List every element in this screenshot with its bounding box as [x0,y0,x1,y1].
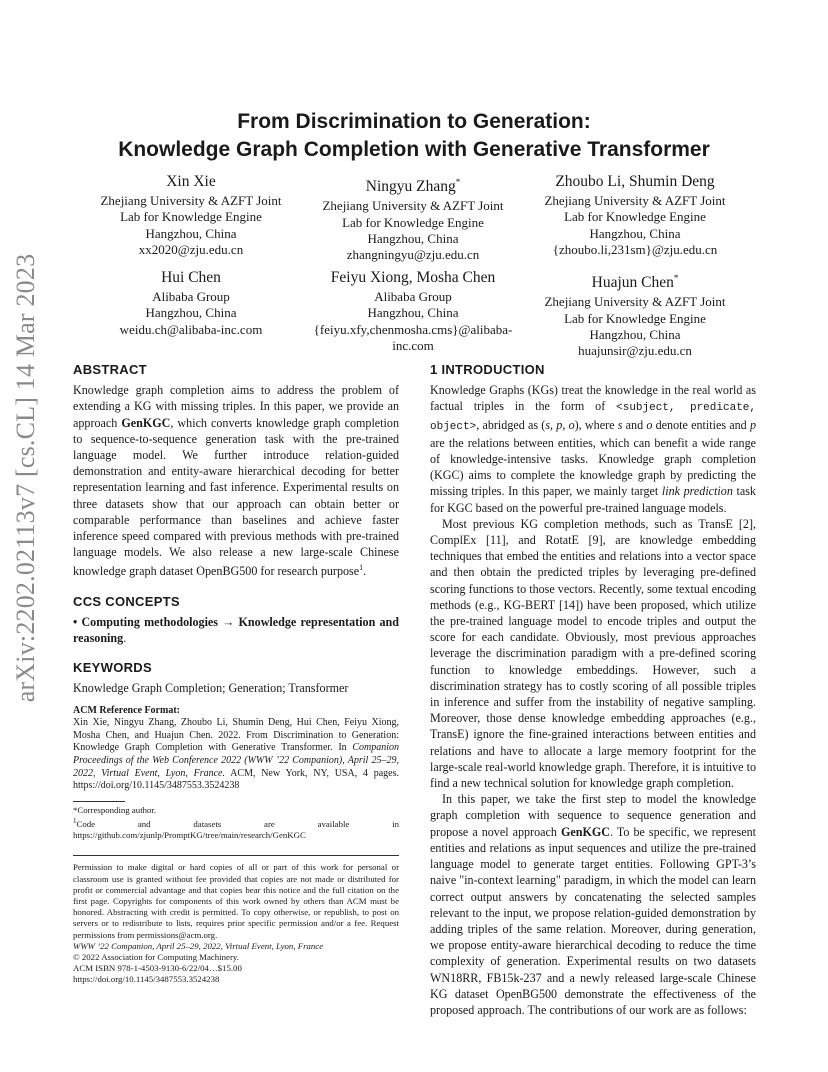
intro-paragraph-3: In this paper, we take the first step to model the knowledge graph completion with sequence to sequence generation and propose a novel approach GenKGC. To be specific, we represent entities and relations as input sequences and utilize the pre-trained language model to generate target entities. Following GPT-3’s naive "in-context learning" paradigm, in which the model can learn correct output answers by concatenating the selected samples relevant to the input, we propose relation-guided demonstration by adding triples of the same relation. Moreover, during generation, we propose entity-aware hierarchical decoding to reduce the time complexity of generation. Experimental results on two datasets WN18RR, FB15k-237 and a newly released large-scale Chinese KG dataset OpenBG500 demonstrate the effectiveness of the proposed approach. The contributions of our work are as follows: [430,792,756,1017]
author-block [298,172,528,264]
author-email: xx2020@zju.edu.cn [138,242,244,258]
author-block [76,172,306,259]
author-name: Xin Xie [166,173,216,190]
ccs-heading: CCS CONCEPTS [73,593,180,609]
acm-reference-text: Xin Xie, Ningyu Zhang, Zhoubo Li, Shumin Deng, Hui Chen, Feiyu Xiong, Mosha Chen, and Huajun Chen. 2022. From Discrimination to Generation: Knowledge Graph Completion with Generative Transformer. In Companion Proceedings of the Web Conference 2022 (WWW ’22 Companion), April 25–29, 2022, Virtual Event, Lyon, France. ACM, New York, NY, USA, 4 pages. https://doi.org/10.1145/3487553.3524238 [73,717,399,792]
corresponding-mark: * [455,177,461,187]
author-affiliation: Lab for Knowledge Engine [120,209,262,225]
footnotes [73,805,399,842]
author-name: Huajun Chen* [591,273,679,292]
author-affiliation: Alibaba Group [374,289,452,304]
abstract-text: Knowledge graph completion aims to address the problem of extending a KG with missing triples. In this paper, we provide an approach GenKGC, which converts knowledge graph completion to sequence-to-sequence generation task with the pre-trained language model. We further introduce relation-guided demonstration and entity-aware hierarchical decoding for better representation learning and fast inference. Experimental results on three datasets show that our approach can obtain better or comparable performance than baselines and achieve faster inference speed compared with previous methods with pre-trained language models. We also release a new large-scale Chinese knowledge graph dataset OpenBG500 for research purpose$^1$. [73,383,399,579]
author-email: zhangningyu@zju.edu.cn [346,247,480,263]
author-email: {feiyu.xfy,chenmosha.cms}@alibaba- [313,321,513,337]
title-line-2: Knowledge Graph Completion with Generative Transformer [118,138,710,161]
intro-paragraph-2: Most previous KG completion methods, such as TransE [2], ComplEx [11], and RotatE [9], are knowledge embedding techniques that embed the entities and relations into a vector space and then obtain the predicted triples by leveraging pre-defined scoring functions to those vectors. Recently, some textual encoding methods (e.g., KG-BERT [14]) have been proposed, which utilize the pre-trained language model to encode triples and output the score for each candidate. Obviously, most previous approaches leverage the discrimination paradigm with a pre-defined scoring function to knowledge embeddings. However, such a discrimination strategy has to costly scoring of all possible triples in inference and suffer from the instability of negative sampling. Moreover, those dense knowledge embedding approaches (e.g., TransE) ignore the fine-grained interactions between entities and relations and have to allocate a large memory footprint for the large-scale real-world knowledge graph. Therefore, it is intuitive to find a new technical solution for knowledge graph completion. [430,516,756,791]
author-block [298,268,528,355]
author-block [520,172,750,259]
author-affiliation: Lab for Knowledge Engine [564,310,706,326]
footnote-code: $^1$Code and datasets are available in https://github.com/zjunlp/PromptKG/tree/main/research/GenKGC [73,817,399,841]
isbn: ACM ISBN 978-1-4503-9130-6/22/04…$15.00 [73,963,242,974]
author-location: Hangzhou, China [589,326,681,342]
author-affiliation: Alibaba Group [152,289,230,304]
author-email-continued: inc.com [392,338,434,354]
intro-paragraph-1: Knowledge Graphs (KGs) treat the knowledge in the real world as factual triples in the form of <subject, predicate, object>, abridged as (s, p, o), where s and o denote entities and p are the relations between entities, which can benefit a wide range of knowledge-intensive tasks. Knowledge graph completion (KGC) aims to complete the knowledge graph by predicting the missing triples. In this paper, we mainly target link prediction task for KGC based on the powerful pre-trained language models. [430,383,756,515]
author-name: Hui Chen [161,269,221,286]
author-location: Hangzhou, China [367,230,459,246]
author-email: weidu.ch@alibaba-inc.com [119,321,263,337]
author-affiliation: Lab for Knowledge Engine [342,214,484,230]
author-location: Hangzhou, China [589,225,681,241]
author-affiliation: Lab for Knowledge Engine [564,209,706,225]
keywords-section [73,660,399,696]
author-name: Ningyu Zhang* [365,177,461,196]
permission-block [73,862,399,985]
author-location: Hangzhou, China [145,305,237,321]
author-location: Hangzhou, China [367,305,459,321]
author-affiliation: Zhejiang University & AZFT Joint [544,294,726,310]
keywords-heading: KEYWORDS [73,660,152,676]
ccs-text: • Computing methodologies → Knowledge representation and reasoning. [73,614,399,646]
intro-heading: 1 INTRODUCTION [430,362,545,377]
author-affiliation: Zhejiang University & AZFT Joint [544,193,726,208]
ccs-section [73,594,399,647]
keywords-text: Knowledge Graph Completion; Generation; Transformer [73,681,349,696]
author-name: Feiyu Xiong, Mosha Chen [330,269,496,286]
permission-text: Permission to make digital or hard copies of all or part of this work for personal or classroom use is granted without fee provided that copies are not made or distributed for profit or commercial advantage and that copies bear this notice and the full citation on the first page. Copyrights for components of this work owned by others than ACM must be honored. Abstracting with credit is permitted. To copy otherwise, or republish, to post on servers or to redistribute to lists, requires prior specific permission and/or a fee. Request permissions from permissions@acm.org. [73,862,399,940]
acm-reference [73,705,399,793]
author-affiliation: Zhejiang University & AZFT Joint [322,198,504,214]
permission-rule [73,855,399,856]
acm-reference-heading: ACM Reference Format: [73,704,180,716]
abstract-section [73,362,399,580]
paper-title [0,108,828,164]
author-block [520,268,750,360]
footnote-corresponding: *Corresponding author. [73,804,157,815]
doi: https://doi.org/10.1145/3487553.3524238 [73,974,220,985]
author-name: Zhoubo Li, Shumin Deng [555,173,715,190]
author-block [76,268,306,338]
author-email: huajunsir@zju.edu.cn [578,343,692,359]
title-line-1: From Discrimination to Generation: [237,110,591,133]
author-email: {zhoubo.li,231sm}@zju.edu.cn [552,242,718,258]
copyright: © 2022 Association for Computing Machinery. [73,952,239,962]
author-location: Hangzhou, China [145,225,237,241]
author-affiliation: Zhejiang University & AZFT Joint [100,193,282,208]
footnote-rule [73,801,125,802]
right-column [430,362,756,1018]
left-column [73,362,399,986]
abstract-heading: ABSTRACT [73,362,147,377]
permission-venue: WWW ’22 Companion, April 25–29, 2022, Virtual Event, Lyon, France [73,940,324,951]
corresponding-mark: * [673,273,679,283]
